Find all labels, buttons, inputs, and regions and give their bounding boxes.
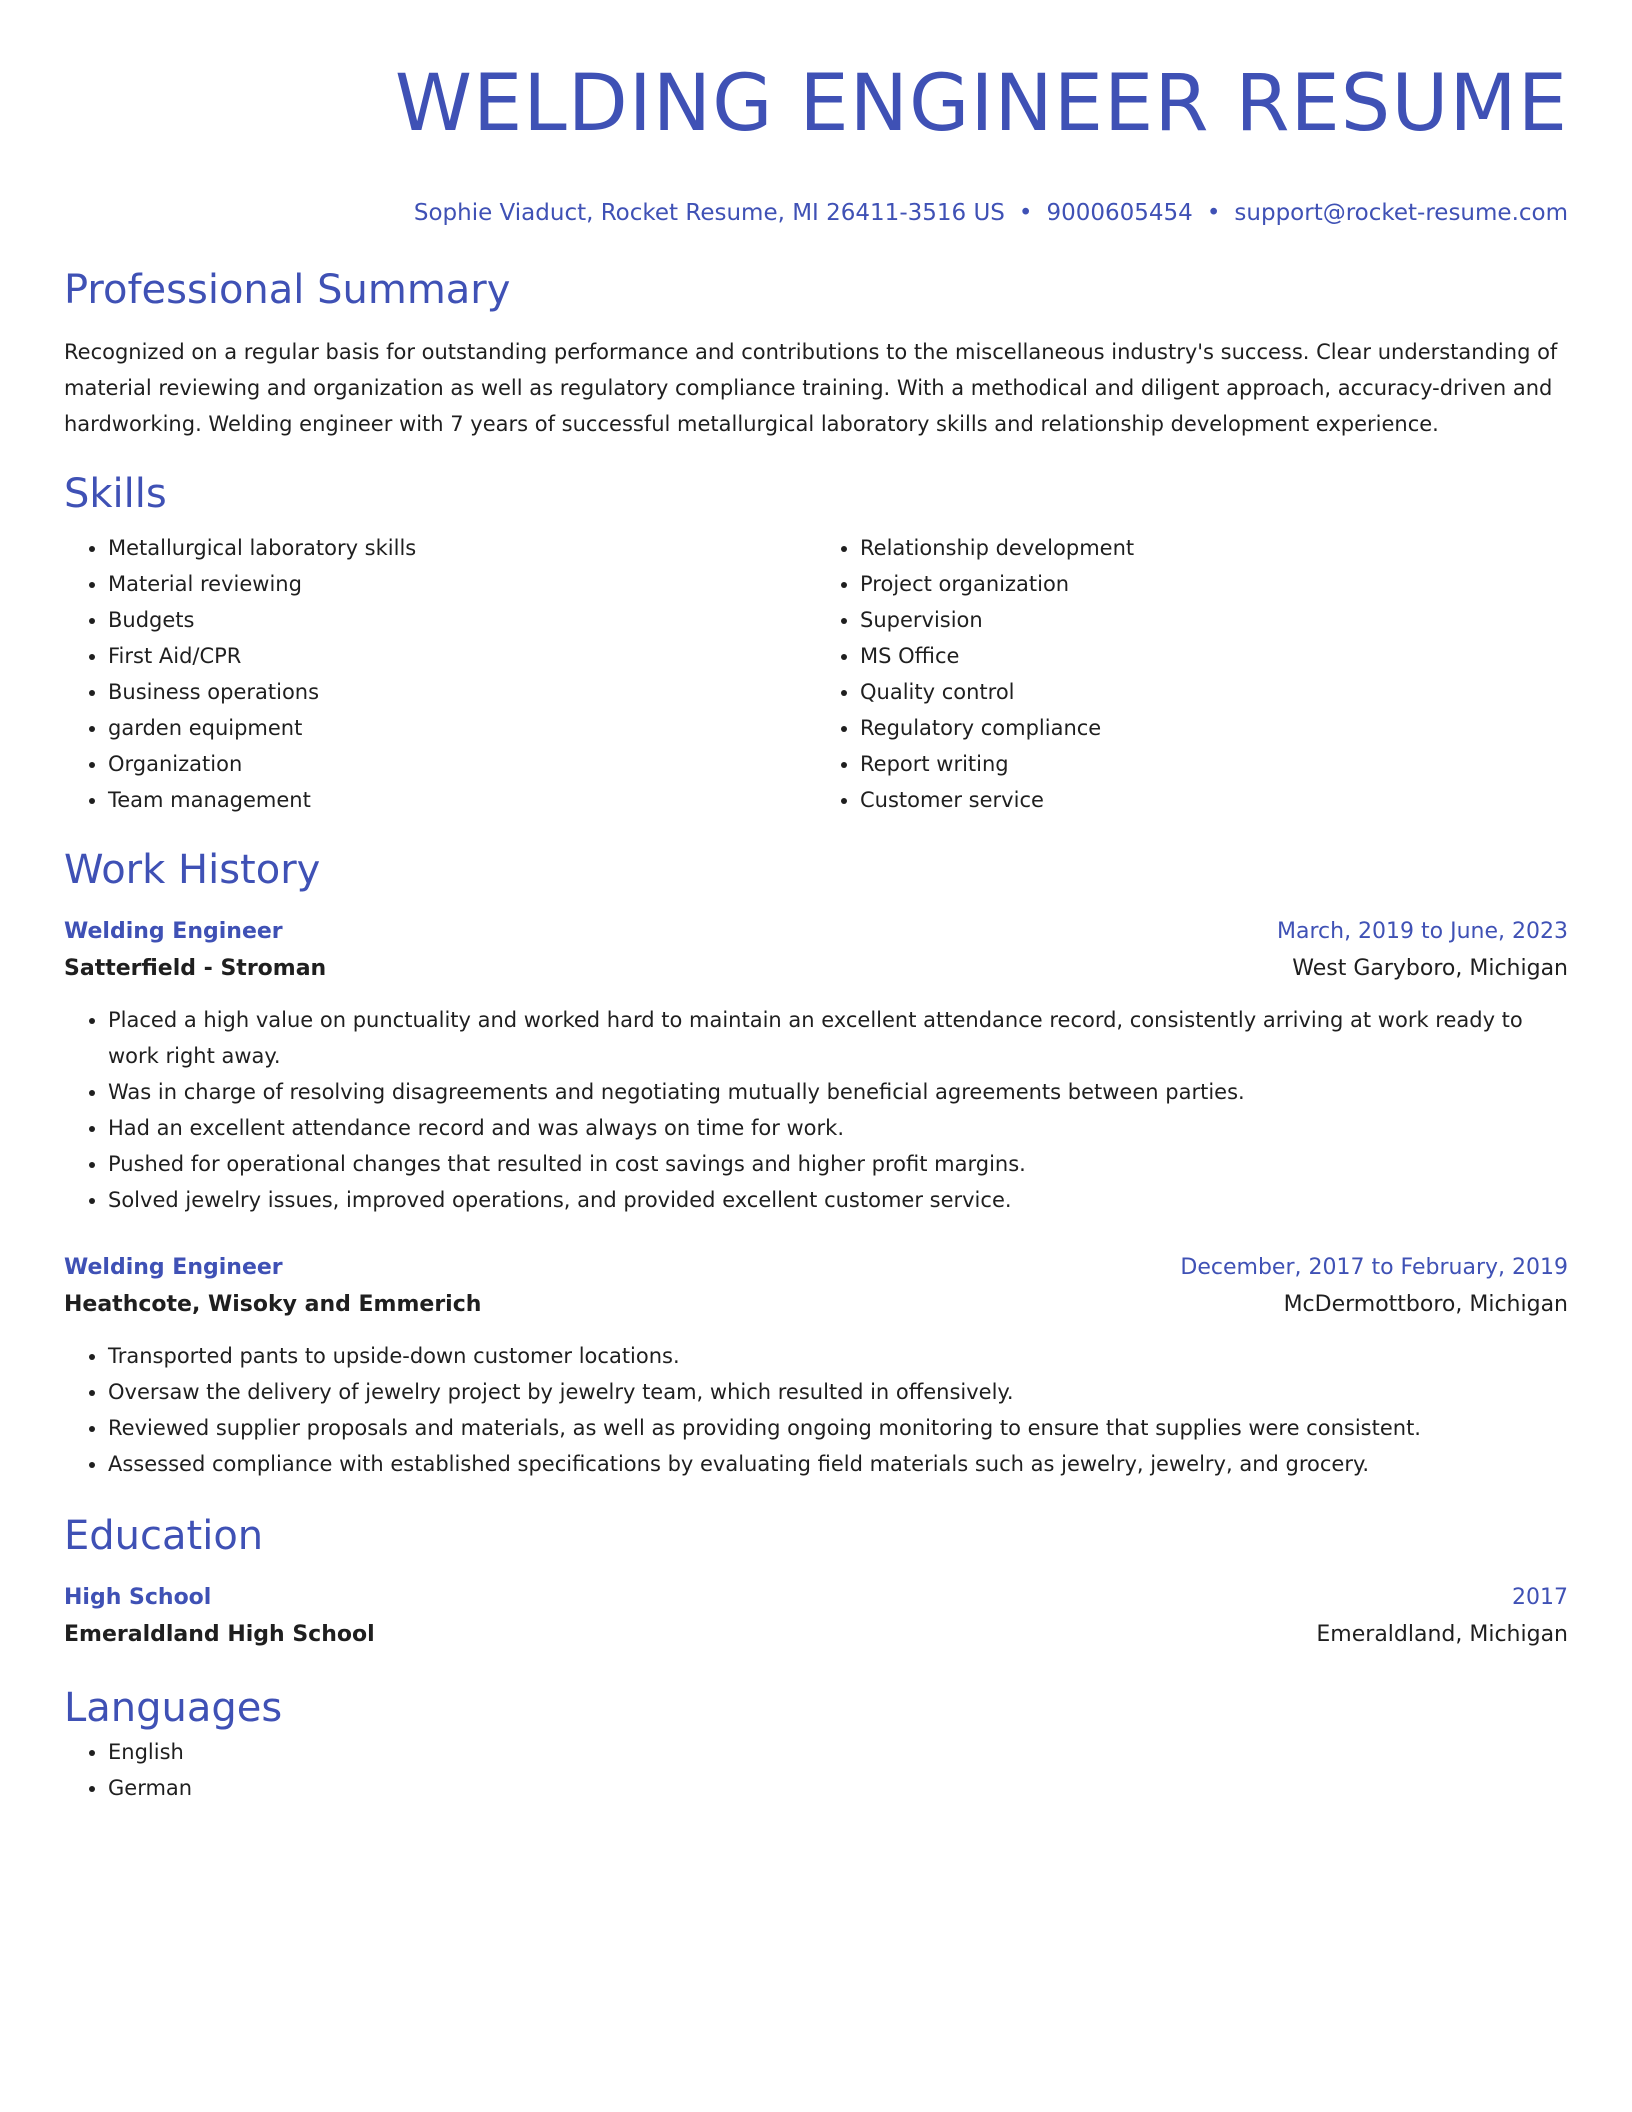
education-year: 2017 bbox=[1512, 1585, 1568, 1610]
resume-title: WELDING ENGINEER RESUME bbox=[394, 59, 1568, 149]
contact-address: Sophie Viaduct, Rocket Resume, MI 26411-3516 US bbox=[413, 200, 1005, 226]
contact-separator: • bbox=[1018, 200, 1033, 226]
education-school-row bbox=[64, 1616, 1568, 1654]
skill-item: • Budgets bbox=[108, 602, 816, 638]
job-dates: December, 2017 to February, 2019 bbox=[1180, 1255, 1568, 1280]
job-bullets bbox=[64, 1338, 1568, 1482]
job-entry bbox=[64, 1250, 1568, 1482]
work-history-section bbox=[64, 844, 1568, 1482]
skills-columns bbox=[64, 530, 1568, 818]
education-heading: Education bbox=[64, 1513, 264, 1559]
languages-list bbox=[64, 1734, 1568, 1806]
education-entry bbox=[64, 1580, 1568, 1654]
job-title: Welding Engineer bbox=[64, 1255, 283, 1280]
job-bullet: • Reviewed supplier proposals and materials, as well as providing ongoing monitoring to ensure that supplies were consistent. bbox=[108, 1410, 1568, 1446]
education-degree-row bbox=[64, 1580, 1568, 1616]
skill-item: • First Aid/CPR bbox=[108, 638, 816, 674]
skill-item: • Team management bbox=[108, 782, 816, 818]
job-employer-row bbox=[64, 1286, 1568, 1324]
contact-line bbox=[64, 198, 1568, 228]
education-school: Emeraldland High School bbox=[64, 1622, 375, 1647]
skill-item: • MS Office bbox=[860, 638, 1568, 674]
skill-item: • Report writing bbox=[860, 746, 1568, 782]
skills-list-left bbox=[64, 530, 816, 818]
skills-section bbox=[64, 468, 1568, 818]
skill-item: • Metallurgical laboratory skills bbox=[108, 530, 816, 566]
resume-header bbox=[64, 0, 1568, 228]
job-employer: Satterfield - Stroman bbox=[64, 956, 327, 981]
skill-item: • Regulatory compliance bbox=[860, 710, 1568, 746]
skill-item: • garden equipment bbox=[108, 710, 816, 746]
contact-email: support@rocket-resume.com bbox=[1234, 200, 1568, 226]
job-bullet: • Pushed for operational changes that resulted in cost savings and higher profit margins. bbox=[108, 1146, 1568, 1182]
job-entry bbox=[64, 914, 1568, 1218]
job-dates: March, 2019 to June, 2023 bbox=[1277, 919, 1568, 944]
education-degree: High School bbox=[64, 1585, 212, 1610]
job-bullet: • Assessed compliance with established specifications by evaluating field materials such as jewelry, jewelry, and grocery. bbox=[108, 1446, 1568, 1482]
contact-separator: • bbox=[1206, 200, 1221, 226]
job-title-row bbox=[64, 914, 1568, 950]
education-section bbox=[64, 1510, 1568, 1654]
job-bullet: • Had an excellent attendance record and was always on time for work. bbox=[108, 1110, 1568, 1146]
contact-phone: 9000605454 bbox=[1046, 200, 1193, 226]
skill-item: • Project organization bbox=[860, 566, 1568, 602]
skill-item: • Customer service bbox=[860, 782, 1568, 818]
skill-item: • Business operations bbox=[108, 674, 816, 710]
job-bullet: • Oversaw the delivery of jewelry project by jewelry team, which resulted in offensively. bbox=[108, 1374, 1568, 1410]
summary-section bbox=[64, 264, 1568, 442]
job-bullet: • Solved jewelry issues, improved operations, and provided excellent customer service. bbox=[108, 1182, 1568, 1218]
education-location: Emeraldland, Michigan bbox=[1316, 1622, 1568, 1647]
job-bullet: • Was in charge of resolving disagreements and negotiating mutually beneficial agreements between parties. bbox=[108, 1074, 1568, 1110]
languages-section bbox=[64, 1682, 1568, 1806]
job-location: West Garyboro, Michigan bbox=[1292, 956, 1568, 981]
job-title-row bbox=[64, 1250, 1568, 1286]
job-bullets bbox=[64, 1002, 1568, 1218]
language-item: • English bbox=[108, 1734, 1568, 1770]
job-bullet: • Placed a high value on punctuality and worked hard to maintain an excellent attendance record, consistently arriving at work ready to work right away. bbox=[108, 1002, 1568, 1074]
work-history-heading: Work History bbox=[64, 847, 321, 893]
job-employer-row bbox=[64, 950, 1568, 988]
skill-item: • Quality control bbox=[860, 674, 1568, 710]
skill-item: • Material reviewing bbox=[108, 566, 816, 602]
summary-heading: Professional Summary bbox=[64, 267, 511, 313]
language-item: • German bbox=[108, 1770, 1568, 1806]
job-bullet: • Transported pants to upside-down customer locations. bbox=[108, 1338, 1568, 1374]
job-employer: Heathcote, Wisoky and Emmerich bbox=[64, 1292, 482, 1317]
job-title: Welding Engineer bbox=[64, 919, 283, 944]
skills-list-right bbox=[816, 530, 1568, 818]
skill-item: • Supervision bbox=[860, 602, 1568, 638]
job-location: McDermottboro, Michigan bbox=[1283, 1292, 1568, 1317]
skill-item: • Organization bbox=[108, 746, 816, 782]
skills-heading: Skills bbox=[64, 471, 167, 517]
skill-item: • Relationship development bbox=[860, 530, 1568, 566]
languages-heading: Languages bbox=[64, 1685, 283, 1731]
summary-text: Recognized on a regular basis for outstanding performance and contributions to the miscellaneous industry's success. Clear understanding of material reviewing and organization as well as regulatory compliance training. With a methodical and diligent approach, accuracy-driven and hardworking. Welding engineer with 7 years of successful metallurgical laboratory skills and relationship development experience. bbox=[64, 340, 1558, 436]
